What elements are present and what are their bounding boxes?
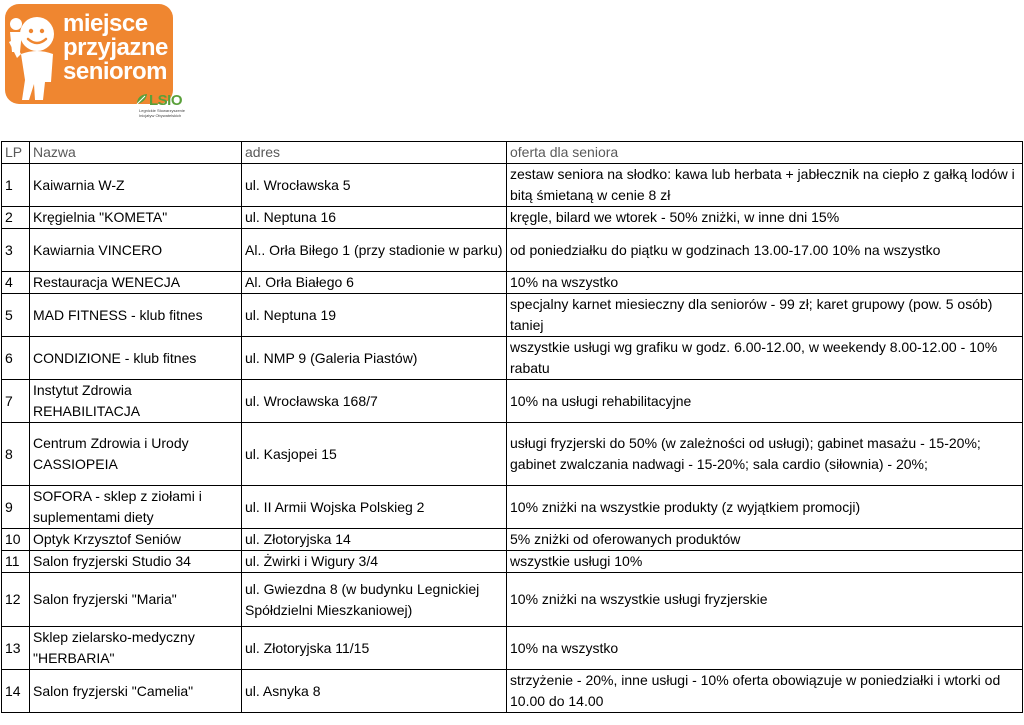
header-name: Nazwa bbox=[30, 142, 242, 164]
cell-lp: 13 bbox=[2, 627, 30, 670]
cell-offer: wszystkie usługi 10% bbox=[507, 551, 1023, 573]
table-row bbox=[2, 164, 1023, 207]
cell-address: ul. NMP 9 (Galeria Piastów) bbox=[242, 337, 507, 380]
table-header-row bbox=[2, 142, 1023, 164]
cell-address: ul. Wrocławska 168/7 bbox=[242, 380, 507, 423]
cell-lp: 5 bbox=[2, 294, 30, 337]
lsio-leaf-icon bbox=[135, 92, 149, 106]
cell-name: CONDIZIONE - klub fitnes bbox=[30, 337, 242, 380]
cell-lp: 1 bbox=[2, 164, 30, 207]
cell-lp: 8 bbox=[2, 423, 30, 486]
cell-name: Kaiwarnia W-Z bbox=[30, 164, 242, 207]
table-row bbox=[2, 627, 1023, 670]
cell-offer: specjalny karnet miesieczny dla seniorów - 99 zł; karet grupowy (pow. 5 osób) taniej bbox=[507, 294, 1023, 337]
cell-name: Centrum Zdrowia i Urody CASSIOPEIA bbox=[30, 423, 242, 486]
table-row bbox=[2, 272, 1023, 294]
lsio-badge-subtitle: Legnickie Stowarzyszenie Inicjatyw Obywatelskich bbox=[139, 108, 186, 118]
logo-line: miejsce bbox=[63, 10, 148, 37]
cell-lp: 14 bbox=[2, 670, 30, 713]
cell-address: ul. Asnyka 8 bbox=[242, 670, 507, 713]
table-row bbox=[2, 529, 1023, 551]
table-row bbox=[2, 337, 1023, 380]
cell-offer: strzyżenie - 20%, inne usługi - 10% oferta obowiązuje w poniedziałki i wtorki od 10.00 do 14.00 bbox=[507, 670, 1023, 713]
table-row bbox=[2, 551, 1023, 573]
cell-name: Kawiarnia VINCERO bbox=[30, 229, 242, 272]
logo-text bbox=[63, 12, 168, 84]
cell-lp: 10 bbox=[2, 529, 30, 551]
cell-address: ul. Gwiezdna 8 (w budynku Legnickiej Spółdzielni Mieszkaniowej) bbox=[242, 573, 507, 627]
table-row bbox=[2, 573, 1023, 627]
cell-lp: 7 bbox=[2, 380, 30, 423]
cell-name: Optyk Krzysztof Seniów bbox=[30, 529, 242, 551]
cell-name: MAD FITNESS - klub fitnes bbox=[30, 294, 242, 337]
cell-offer: 10% na usługi rehabilitacyjne bbox=[507, 380, 1023, 423]
cell-name: Instytut Zdrowia REHABILITACJA bbox=[30, 380, 242, 423]
cell-lp: 4 bbox=[2, 272, 30, 294]
cell-offer: kręgle, bilard we wtorek - 50% zniżki, w inne dni 15% bbox=[507, 207, 1023, 229]
cell-lp: 12 bbox=[2, 573, 30, 627]
cell-lp: 3 bbox=[2, 229, 30, 272]
cell-lp: 11 bbox=[2, 551, 30, 573]
cell-offer: 5% zniżki od oferowanych produktów bbox=[507, 529, 1023, 551]
cell-lp: 9 bbox=[2, 486, 30, 529]
cell-address: ul. Kasjopei 15 bbox=[242, 423, 507, 486]
cell-address: Al. Orła Białego 6 bbox=[242, 272, 507, 294]
logo-line: seniorom bbox=[63, 58, 168, 85]
seniors-figures-icon bbox=[7, 12, 65, 102]
lsio-badge bbox=[135, 92, 195, 122]
table-row bbox=[2, 380, 1023, 423]
logo-line: przyjazne bbox=[63, 34, 168, 61]
cell-name: Restauracja WENECJA bbox=[30, 272, 242, 294]
header-offer: oferta dla seniora bbox=[507, 142, 1023, 164]
cell-lp: 6 bbox=[2, 337, 30, 380]
cell-address: ul. Neptuna 19 bbox=[242, 294, 507, 337]
cell-offer: od poniedziałku do piątku w godzinach 13.00-17.00 10% na wszystko bbox=[507, 229, 1023, 272]
cell-name: Salon fryzjerski "Maria" bbox=[30, 573, 242, 627]
cell-address: ul. Neptuna 16 bbox=[242, 207, 507, 229]
cell-name: SOFORA - sklep z ziołami i suplementami diety bbox=[30, 486, 242, 529]
table-row bbox=[2, 423, 1023, 486]
cell-offer: 10% na wszystko bbox=[507, 272, 1023, 294]
cell-offer: usługi fryzjerski do 50% (w zależności od usługi); gabinet masażu - 15-20%; gabinet zwalczania nadwagi - 15-20%; sala cardio (siłownia) - 20%; bbox=[507, 423, 1023, 486]
cell-address: ul. Złotoryjska 11/15 bbox=[242, 627, 507, 670]
cell-address: Al.. Orła Biłego 1 (przy stadionie w parku) bbox=[242, 229, 507, 272]
cell-address: ul. Wrocławska 5 bbox=[242, 164, 507, 207]
senior-offers-table bbox=[1, 141, 1023, 713]
table-row bbox=[2, 486, 1023, 529]
cell-name: Kręgielnia "KOMETA" bbox=[30, 207, 242, 229]
header-lp: LP bbox=[2, 142, 30, 164]
table-row bbox=[2, 207, 1023, 229]
cell-address: ul. Złotoryjska 14 bbox=[242, 529, 507, 551]
cell-offer: zestaw seniora na słodko: kawa lub herbata + jabłecznik na ciepło z gałką lodów i bitą śmietaną w cenie 8 zł bbox=[507, 164, 1023, 207]
cell-offer: wszystkie usługi wg grafiku w godz. 6.00-12.00, w weekendy 8.00-12.00 - 10% rabatu bbox=[507, 337, 1023, 380]
header-address: adres bbox=[242, 142, 507, 164]
cell-address: ul. Żwirki i Wigury 3/4 bbox=[242, 551, 507, 573]
cell-offer: 10% na wszystko bbox=[507, 627, 1023, 670]
table-row bbox=[2, 294, 1023, 337]
cell-name: Salon fryzjerski "Camelia" bbox=[30, 670, 242, 713]
cell-offer: 10% zniżki na wszystkie usługi fryzjerskie bbox=[507, 573, 1023, 627]
lsio-badge-text: LSIO bbox=[149, 92, 183, 109]
cell-name: Salon fryzjerski Studio 34 bbox=[30, 551, 242, 573]
cell-name: Sklep zielarsko-medyczny "HERBARIA" bbox=[30, 627, 242, 670]
table-row bbox=[2, 670, 1023, 713]
cell-lp: 2 bbox=[2, 207, 30, 229]
logo-miejsce-przyjazne-seniorom bbox=[5, 4, 173, 104]
cell-address: ul. II Armii Wojska Polskieg 2 bbox=[242, 486, 507, 529]
cell-offer: 10% zniżki na wszystkie produkty (z wyjątkiem promocji) bbox=[507, 486, 1023, 529]
table-row bbox=[2, 229, 1023, 272]
